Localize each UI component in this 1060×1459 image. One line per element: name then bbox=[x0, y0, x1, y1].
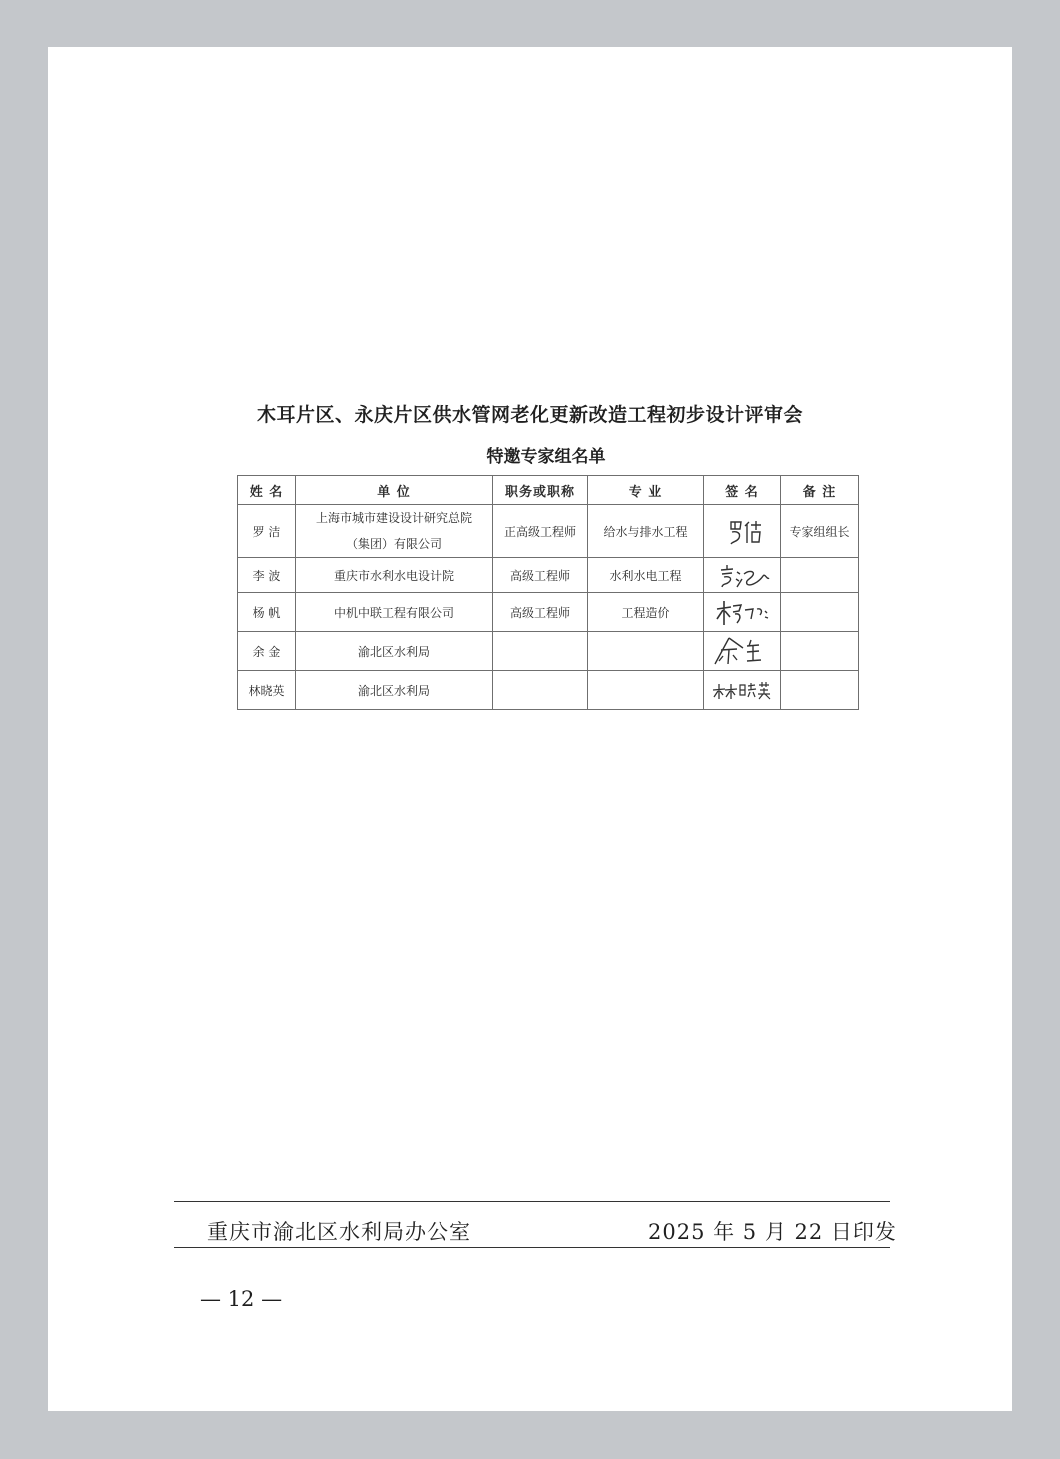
cell-name: 杨 帆 bbox=[238, 593, 296, 632]
footer-top-rule bbox=[174, 1201, 890, 1202]
cell-major: 给水与排水工程 bbox=[588, 505, 704, 558]
footer-bottom-rule bbox=[174, 1247, 890, 1248]
issue-date: 2025 年 5 月 22 日印发 bbox=[648, 1220, 897, 1244]
cell-unit: 渝北区水利局 bbox=[296, 671, 493, 710]
cell-major bbox=[588, 671, 704, 710]
cell-name: 李 波 bbox=[238, 558, 296, 593]
document-title: 木耳片区、永庆片区供水管网老化更新改造工程初步设计评审会 bbox=[256, 404, 803, 426]
cell-major: 水利水电工程 bbox=[588, 558, 704, 593]
cell-title: 正高级工程师 bbox=[493, 505, 588, 558]
header-unit: 单 位 bbox=[296, 476, 493, 505]
cell-major bbox=[588, 632, 704, 671]
header-signature: 签 名 bbox=[704, 476, 781, 505]
cell-unit: 渝北区水利局 bbox=[296, 632, 493, 671]
cell-note bbox=[781, 671, 859, 710]
cell-name: 余 金 bbox=[238, 632, 296, 671]
header-title: 职务或职称 bbox=[493, 476, 588, 505]
cell-unit-line: 上海市城市建设设计研究总院 bbox=[315, 511, 472, 525]
table-row bbox=[238, 593, 859, 632]
handwritten-signature bbox=[707, 636, 777, 666]
header-name: 姓 名 bbox=[238, 476, 296, 505]
page-number: — 12 — bbox=[200, 1287, 283, 1311]
cell-unit: 中机中联工程有限公司 bbox=[296, 593, 493, 632]
document-subtitle: 特邀专家组名单 bbox=[486, 447, 606, 467]
header-major: 专 业 bbox=[588, 476, 704, 505]
table-row bbox=[238, 632, 859, 671]
cell-signature bbox=[704, 593, 781, 632]
cell-unit-line: （集团）有限公司 bbox=[345, 537, 442, 551]
cell-note: 专家组组长 bbox=[781, 505, 859, 558]
cell-name: 林晓英 bbox=[238, 671, 296, 710]
cell-title bbox=[493, 671, 588, 710]
cell-unit: 重庆市水利水电设计院 bbox=[296, 558, 493, 593]
handwritten-signature bbox=[707, 560, 777, 590]
document-page bbox=[48, 47, 1012, 1411]
table-row bbox=[238, 558, 859, 593]
cell-signature bbox=[704, 558, 781, 593]
handwritten-signature bbox=[707, 597, 777, 627]
cell-major: 工程造价 bbox=[588, 593, 704, 632]
cell-note bbox=[781, 632, 859, 671]
cell-unit bbox=[296, 505, 493, 558]
cell-name: 罗 洁 bbox=[238, 505, 296, 558]
cell-title bbox=[493, 632, 588, 671]
cell-signature bbox=[704, 632, 781, 671]
header-note: 备 注 bbox=[781, 476, 859, 505]
table-row bbox=[238, 671, 859, 710]
cell-title: 高级工程师 bbox=[493, 593, 588, 632]
table-header-row bbox=[238, 476, 859, 505]
cell-title: 高级工程师 bbox=[493, 558, 588, 593]
cell-note bbox=[781, 558, 859, 593]
handwritten-signature bbox=[707, 675, 777, 705]
table-row bbox=[238, 505, 859, 558]
cell-signature bbox=[704, 671, 781, 710]
expert-roster-table bbox=[237, 475, 859, 710]
cell-signature bbox=[704, 505, 781, 558]
issuer-name: 重庆市渝北区水利局办公室 bbox=[207, 1220, 471, 1244]
cell-note bbox=[781, 593, 859, 632]
handwritten-signature bbox=[707, 516, 777, 546]
